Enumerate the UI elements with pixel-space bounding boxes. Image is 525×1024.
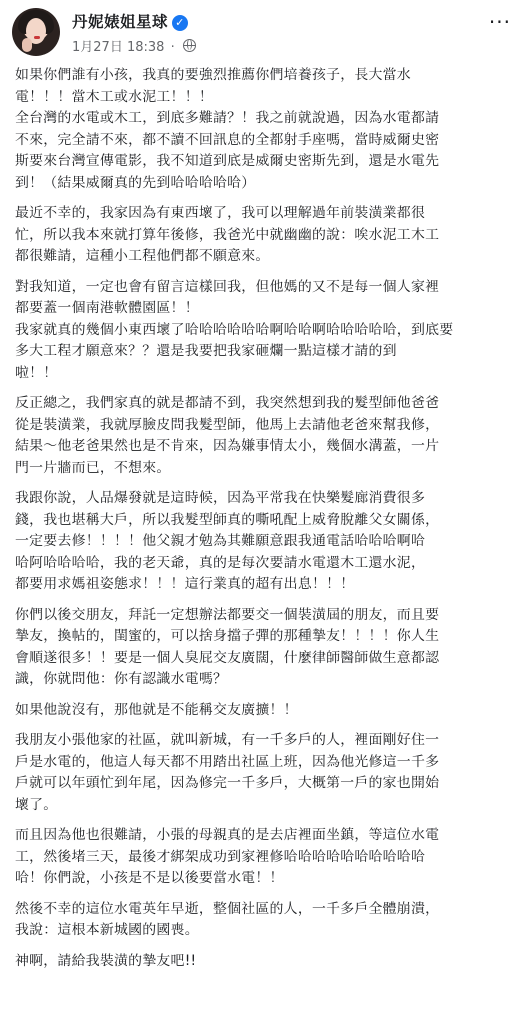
post-paragraph: 我朋友小張他家的社區，就叫新城，有一千多戶的人，裡面剛好住一 戶是水電的，他這人每天都不用踏出社區上班，因為他光修這一千多 戶就可以年頭忙到年尾，因為修完一千多戶，大概第一戶的家也開始 壞了。 bbox=[15, 732, 440, 813]
post-paragraph: 然後不幸的這位水電英年早逝，整個社區的人，一千多戶全體崩潰， 我說：這根本新城國的國喪。 bbox=[15, 900, 440, 938]
page-name-link[interactable] bbox=[72, 10, 188, 32]
post-paragraph: 對我知道，一定也會有留言這樣回我，但他媽的又不是每一個人家裡 都要蓋一個南港軟體園區！！ 我家就真的幾個小東西壞了哈哈哈哈哈哈啊哈哈啊哈哈哈哈哈，到底要 多大工程才願意來？？還是我要把我家砸爛一點這樣才請的到 啦！！ bbox=[15, 278, 454, 381]
post-body bbox=[0, 60, 525, 972]
post-paragraph: 如果你們誰有小孩，我真的要強烈推薦你們培養孩子，長大當水 電！！！當木工或水泥工！！！ 全台灣的水電或木工，到底多難請？！我之前就說過，因為水電都請 不來，完全請不來，都不讀不回訊息的全都射手座嗎，當時威爾史密 斯要來台灣宣傳電影，我不知道到底是威爾史密斯先到，還是水電先 到！（結果威爾真的先到哈哈哈哈哈） bbox=[15, 67, 440, 191]
post-paragraph: 反正總之，我們家真的就是都請不到，我突然想到我的髮型師他爸爸 從是裝潢業，我就厚臉皮問我髮型師，他馬上去請他老爸來幫我修， 結果～他老爸果然也是不肯來，因為嫌事情太小，幾個水溝蓋，一片 門一片牆而已，不想來。 bbox=[15, 395, 440, 476]
more-options-button[interactable]: ··· bbox=[488, 10, 511, 34]
post-meta bbox=[72, 36, 196, 55]
post-paragraph: 你們以後交朋友，拜託一定想辦法都要交一個裝潢屆的朋友，而且要 摯友，換帖的，閨蜜的，可以捨身擋子彈的那種摯友！！！！你人生 會順遂很多！！要是一個人臭屁交友廣闊，什麼律師醫師做生意都認 識，你就問他：你有認識水電嗎？ bbox=[15, 606, 440, 687]
meta-separator: · bbox=[170, 40, 175, 55]
post-timestamp[interactable]: 1月27日 18:38 bbox=[72, 40, 165, 55]
post-paragraph: 如果他說沒有，那他就是不能稱交友廣擴！！ bbox=[15, 701, 298, 718]
avatar-hand bbox=[22, 38, 32, 52]
verified-badge-icon: ✓ bbox=[172, 15, 188, 31]
post-paragraph: 而且因為他也很難請，小張的母親真的是去店裡面坐鎮，等這位水電 工，然後堵三天，最後才綁架成功到家裡修哈哈哈哈哈哈哈哈哈哈 哈！你們說，小孩是不是以後要當水電！！ bbox=[15, 827, 440, 886]
post-header bbox=[0, 0, 525, 60]
public-globe-icon[interactable] bbox=[183, 39, 196, 52]
post-paragraph: 最近不幸的，我家因為有東西壞了，我可以理解過年前裝潢業都很 忙，所以我本來就打算年後修，我爸光中就幽幽的說：唉水泥工木工 都很難請，這種小工程他們都不願意來。 bbox=[15, 205, 440, 264]
post-paragraph: 神啊，請給我裝潢的摯友吧!! bbox=[15, 952, 197, 969]
avatar-lip bbox=[34, 36, 40, 39]
page-avatar[interactable] bbox=[12, 8, 60, 56]
page-name[interactable]: 丹妮婊姐星球 bbox=[72, 13, 169, 31]
post-paragraph: 我跟你說，人品爆發就是這時候，因為平常我在快樂髮廊消費很多 錢，我也堪稱大戶，所以我髮型師真的嘶吼配上威脅脫離父女關係， 一定要去修！！！！他父親才勉為其難願意跟我通電話哈哈哈啊哈 哈阿哈哈哈哈，我的老天爺，真的是每次要請水電還木工還水泥， 都要用求媽祖姿態求！！！這行業真的超有出息！！！ bbox=[15, 490, 440, 592]
